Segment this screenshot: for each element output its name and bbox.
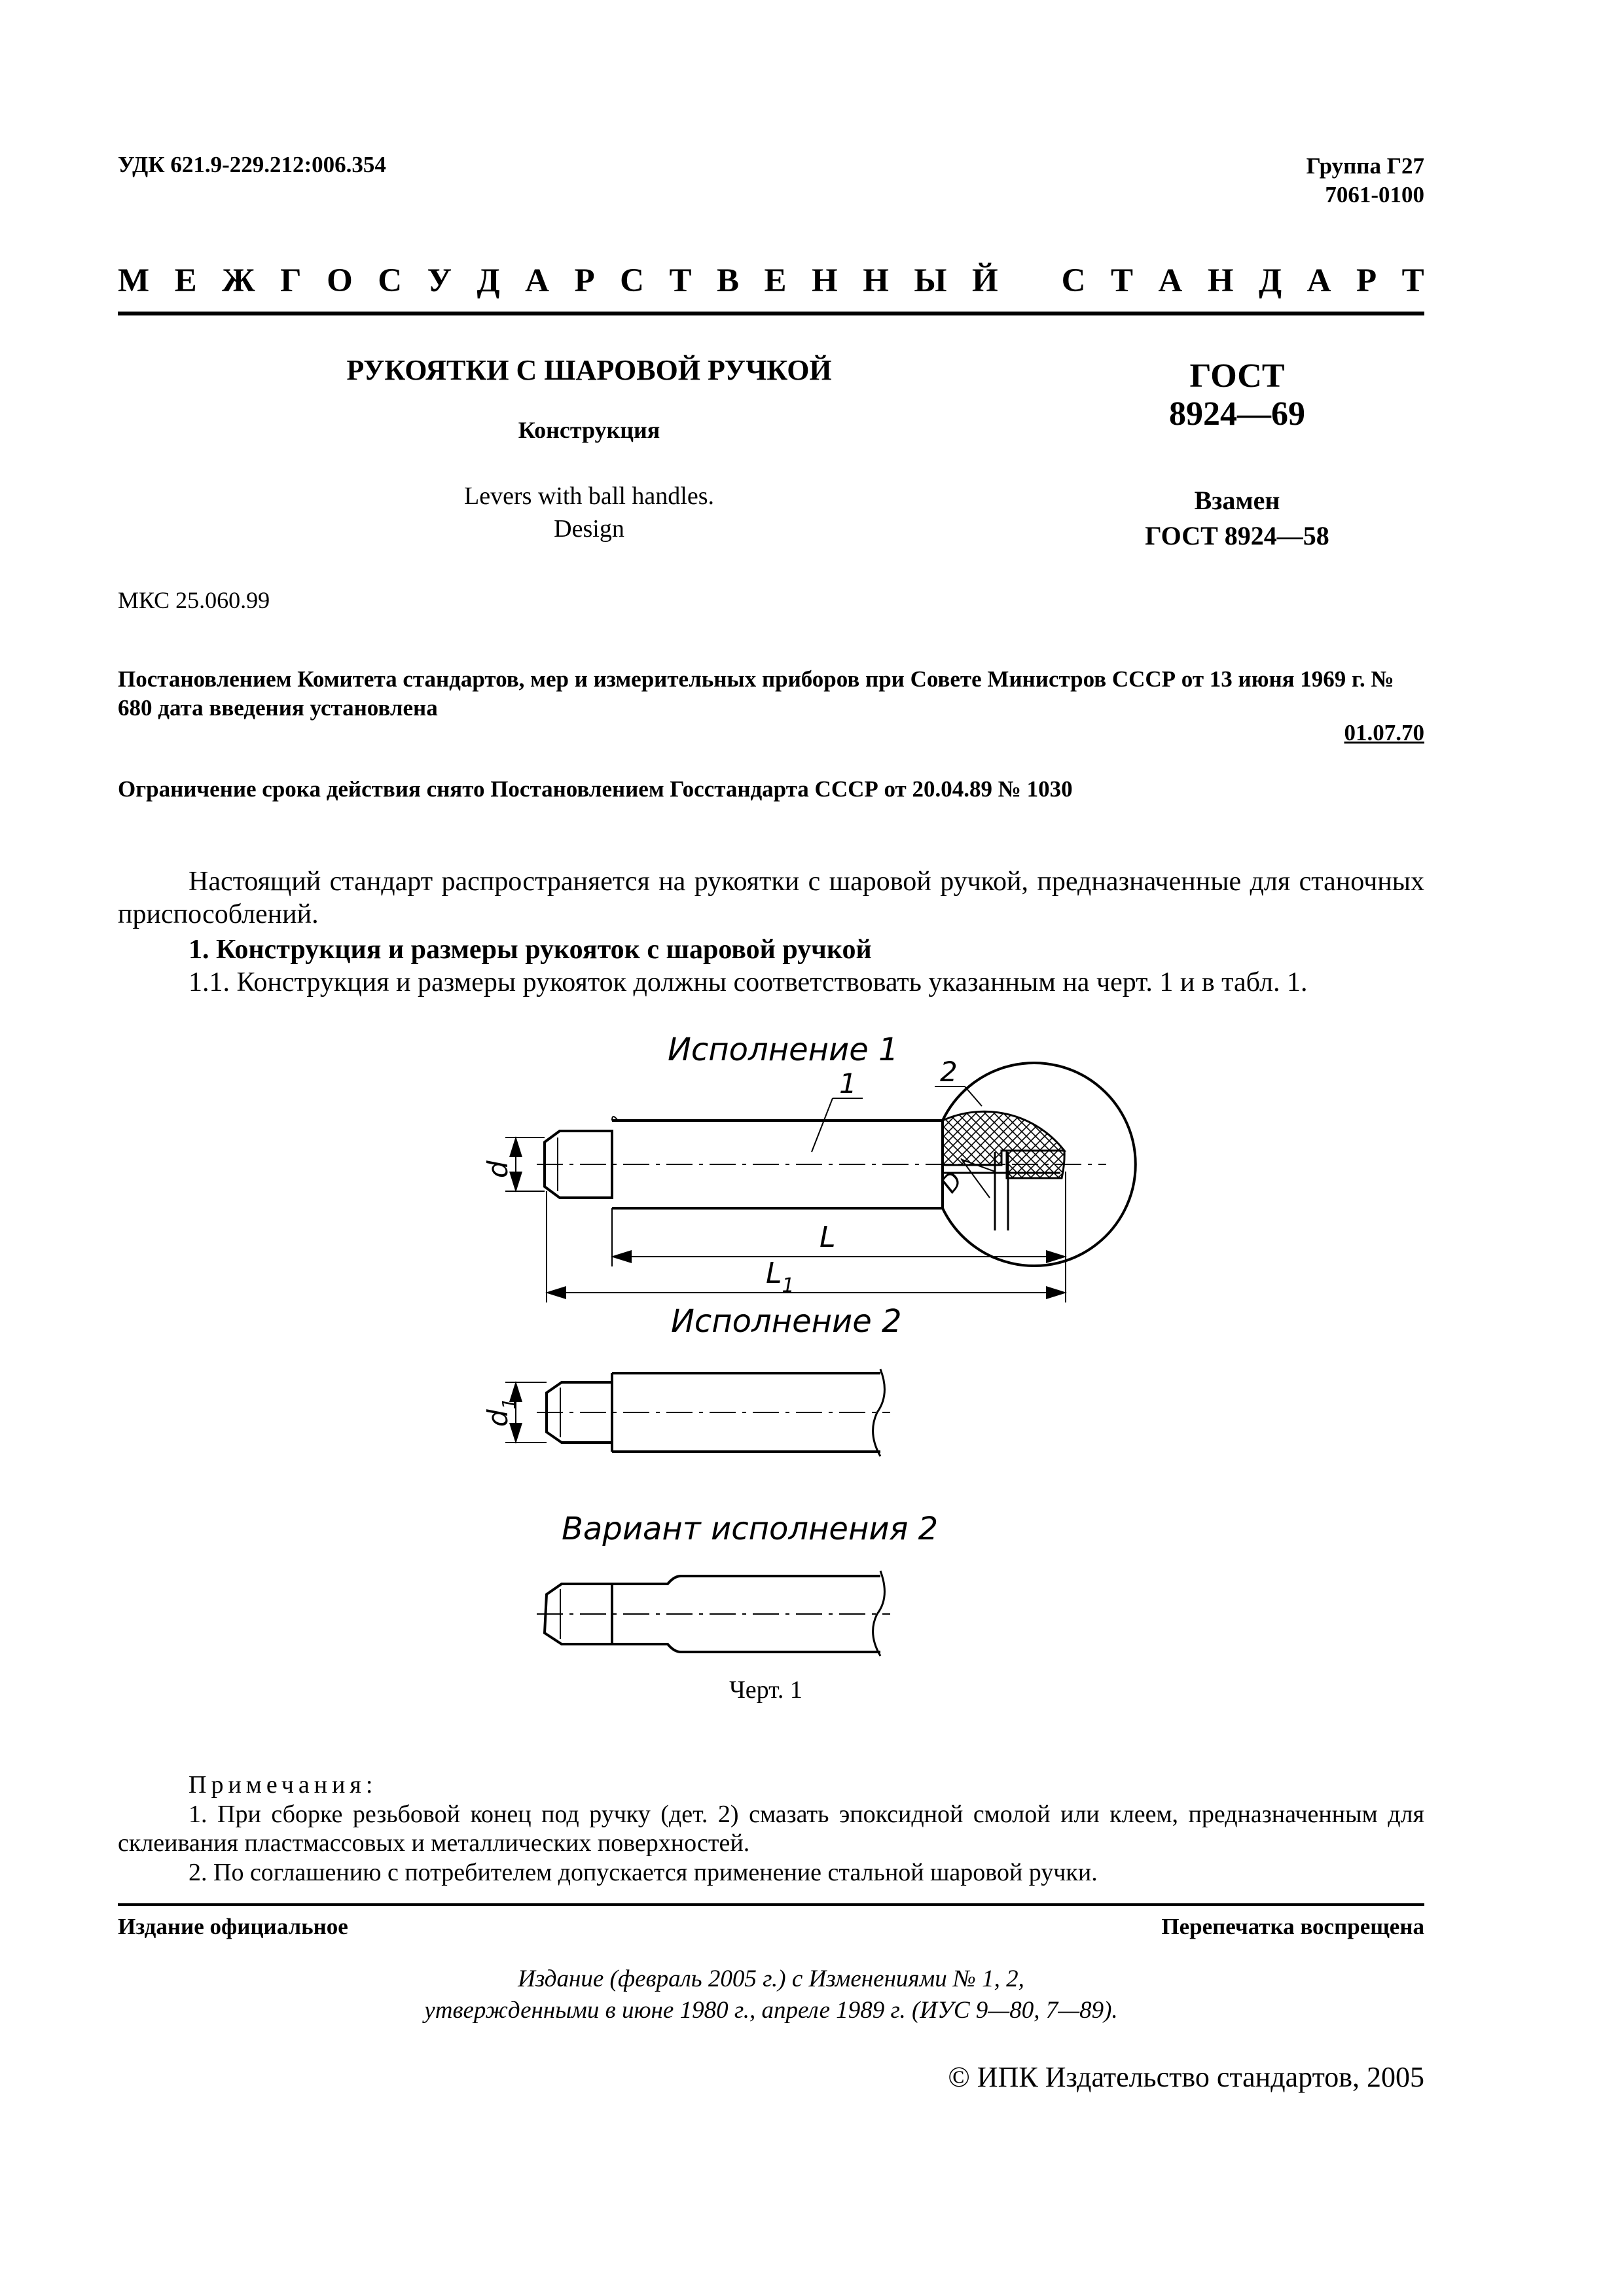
heading-letter: Т — [1111, 262, 1134, 299]
heading-letter: С — [620, 262, 644, 299]
heading-letter: Н — [1207, 262, 1234, 299]
section-1-heading: 1. Конструкция и размеры рукояток с шаровой ручкой — [189, 935, 872, 965]
heading-letter: Т — [669, 262, 692, 299]
english-title-line-1: Levers with ball handles. — [463, 482, 714, 510]
heading-letter: Р — [1356, 262, 1377, 299]
dim-L1-label — [766, 1257, 795, 1297]
edition-line-2: утвержденными в июне 1980 г., апреле 1989 г. (ИУС 9—80, 7—89). — [424, 1997, 1118, 2024]
mks-code: МКС 25.060.99 — [118, 587, 270, 613]
dim-D-label: D — [935, 1167, 968, 1198]
heading-letter: А — [525, 262, 549, 299]
heading-letter: Д — [1259, 262, 1282, 299]
edition-line-1: Издание (февраль 2005 г.) с Изменениями № 1, 2, — [518, 1965, 1024, 1992]
dim-d1-subscript: 1 — [498, 1397, 520, 1410]
notes-heading: Примечания: — [189, 1771, 378, 1799]
dim-L-label: L — [820, 1221, 836, 1254]
footer-rule — [118, 1903, 1424, 1906]
heading-letter: О — [327, 262, 353, 299]
replaces-number: ГОСТ 8924—58 — [1145, 521, 1329, 550]
drawing-caption: Черт. 1 — [729, 1676, 802, 1704]
heading-letter: Е — [174, 262, 197, 299]
heading-letter: Н — [863, 262, 889, 299]
document-subtitle: Конструкция — [518, 417, 660, 443]
group-line-1: Группа Г27 — [1306, 153, 1424, 179]
replaces-label: Взамен — [1194, 486, 1280, 515]
heading-letter: Ж — [222, 262, 255, 299]
heading-letter: М — [118, 262, 150, 299]
dim-d-label: d — [482, 1160, 514, 1178]
official-edition-label: Издание официальное — [118, 1914, 348, 1939]
heading-letter: Н — [812, 262, 838, 299]
dim-d1-letter: d — [482, 1409, 514, 1427]
document-title: РУКОЯТКИ С ШАРОВОЙ РУЧКОЙ — [346, 354, 832, 386]
heading-letter: Й — [971, 262, 998, 299]
limitation-text: Ограничение срока действия снято Постановлением Госстандарта СССР от 20.04.89 № 1030 — [118, 776, 1073, 802]
gost-label: ГОСТ — [1189, 357, 1285, 395]
scope-paragraph: Настоящий стандарт распространяется на рукоятки с шаровой ручкой, предназначенные для станочных приспособлений. — [118, 867, 1424, 929]
heading-letter: Р — [574, 262, 595, 299]
heading-letter: Д — [477, 262, 500, 299]
heading-letter: Т — [1401, 262, 1424, 299]
group-line-2: 7061-0100 — [1325, 182, 1424, 207]
heading-letter: А — [1158, 262, 1183, 299]
callout-2: 2 — [940, 1056, 958, 1088]
heading-letter: Г — [280, 262, 302, 299]
callout-1-leader-line — [812, 1098, 833, 1152]
introduction-date: 01.07.70 — [1344, 720, 1424, 745]
callout-1: 1 — [839, 1067, 857, 1100]
callout-2-leader-line — [965, 1086, 982, 1106]
copyright: © ИПК Издательство стандартов, 2005 — [948, 2061, 1424, 2093]
note-2: 2. По соглашению с потребителем допускается применение стальной шаровой ручки. — [189, 1859, 1098, 1886]
heading-letter: Ы — [914, 262, 947, 299]
edition-info — [118, 1964, 1424, 2026]
dim-L1-letter: L — [766, 1257, 782, 1290]
heading-letter: Е — [764, 262, 787, 299]
gost-number: 8924—69 — [1169, 395, 1305, 433]
heading-letter: С — [1061, 262, 1086, 299]
variant-2-label: Исполнение 2 — [671, 1303, 902, 1340]
heading-letter: А — [1307, 262, 1331, 299]
heading-letter: У — [427, 262, 452, 299]
no-reprint-label: Перепечатка воспрещена — [1161, 1914, 1424, 1939]
variant-2-alt-label: Вариант исполнения 2 — [562, 1511, 939, 1547]
heading-letter: С — [378, 262, 403, 299]
variant-1-label: Исполнение 1 — [668, 1031, 899, 1068]
dim-d1-label — [482, 1398, 520, 1427]
decree-text: Постановлением Комитета стандартов, мер и измерительных приборов при Совете Министров СССР от 13 июня 1969 г. № 680 дата введения установлена — [118, 666, 1394, 721]
heading-letter: В — [716, 262, 740, 299]
section-1-1-text: 1.1. Конструкция и размеры рукояток должны соответствовать указанным на черт. 1 и в табл. 1. — [189, 967, 1308, 997]
udk-code: УДК 621.9-229.212:006.354 — [118, 152, 386, 177]
dim-L1-subscript: 1 — [782, 1274, 795, 1297]
note-1: 1. При сборке резьбовой конец под ручку (дет. 2) смазать эпоксидной смолой или клеем, предназначенным для склеивания пластмассовых и металлических поверхностей. — [118, 1801, 1424, 1857]
english-title-line-2: Design — [554, 515, 624, 543]
